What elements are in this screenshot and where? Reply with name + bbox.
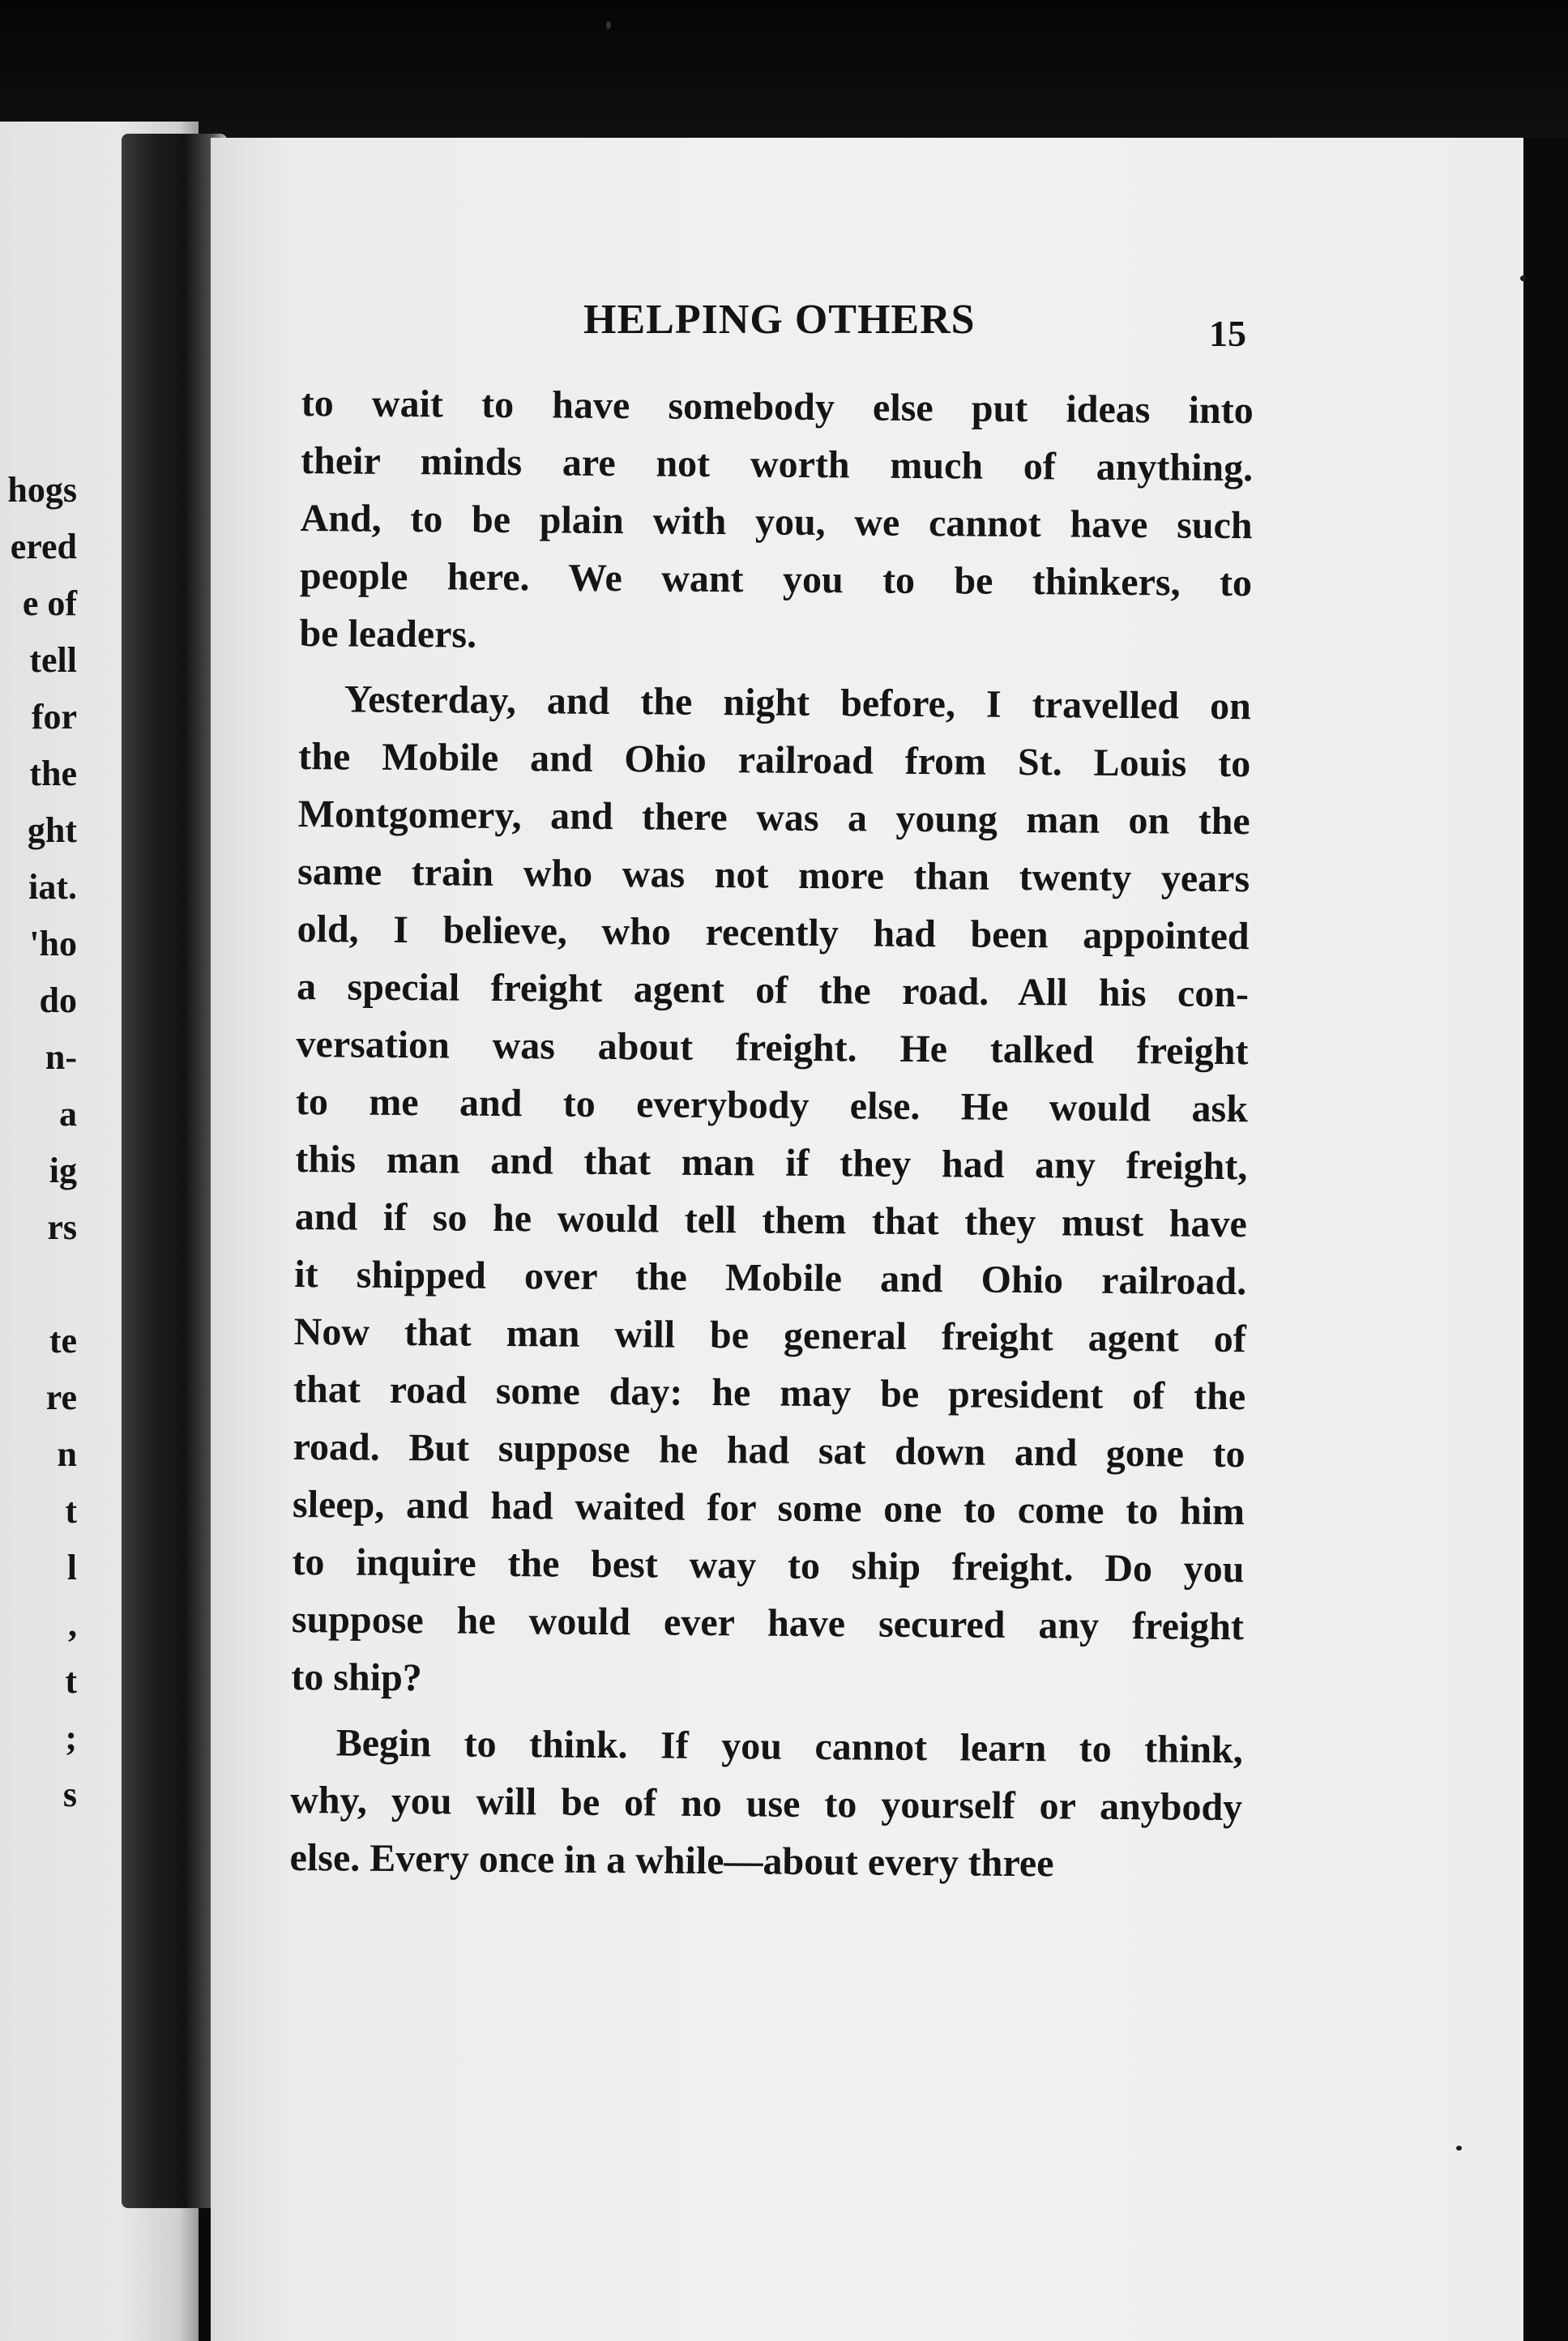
facing-page-fragment: t	[65, 1491, 77, 1531]
facing-page-fragment: n-	[45, 1037, 77, 1077]
facing-page-fragment: tell	[29, 640, 77, 680]
facing-page-fragment: ,	[68, 1604, 77, 1644]
facing-page-fragment: ght	[27, 810, 77, 850]
text-line: a special freight agent of the road. All his con-	[296, 964, 1250, 1016]
text-line: why, you will be of no use to yourself or anybody	[289, 1778, 1243, 1830]
text-line: sleep, and had waited for some one to come to him	[292, 1482, 1245, 1534]
facing-page-fragment: the	[29, 754, 77, 793]
text-line: Montgomery, and there was a young man on the	[297, 792, 1250, 844]
facing-page-fragment: hogs	[7, 470, 77, 510]
text-line: else. Every once in a while—about every three	[289, 1835, 1054, 1886]
dust-speck	[1520, 276, 1526, 281]
facing-page-fragment: te	[49, 1321, 77, 1361]
facing-page-fragment: ered	[10, 527, 77, 566]
text-line: Yesterday, and the night before, I travelled on	[344, 677, 1252, 728]
text-line: and if so he would tell them that they must have	[294, 1194, 1248, 1246]
facing-page-fragment: iat.	[28, 867, 77, 907]
facing-page-fragment: n	[57, 1434, 77, 1474]
facing-page-fragment	[0, 1256, 77, 1313]
dust-speck	[606, 21, 611, 29]
text-line: it shipped over the Mobile and Ohio railroad.	[294, 1252, 1247, 1304]
text-line: same train who was not more than twenty years	[297, 849, 1250, 901]
text-line: versation was about freight. He talked freight	[296, 1022, 1249, 1074]
text-line: this man and that man if they had any freight,	[295, 1137, 1248, 1189]
dust-speck	[1456, 2146, 1462, 2151]
facing-page-fragment: rs	[47, 1207, 77, 1247]
text-line: people here. We want you to be thinkers, to	[299, 553, 1253, 605]
facing-page-fragment: a	[59, 1094, 77, 1134]
paragraph	[289, 1714, 1243, 1894]
facing-page-fragment: for	[31, 697, 77, 737]
text-line: Now that man will be general freight agent of	[293, 1309, 1246, 1361]
text-line: that road some day: he may be president of the	[293, 1367, 1246, 1419]
paragraph	[291, 670, 1251, 1713]
paragraph	[299, 374, 1254, 669]
text-line: Begin to think. If you cannot learn to think,	[335, 1721, 1243, 1772]
facing-page-fragment: do	[39, 980, 77, 1020]
text-line: to me and to everybody else. He would ask	[295, 1079, 1249, 1131]
facing-page-fragment: ig	[49, 1151, 77, 1190]
facing-page-fragment: re	[45, 1378, 77, 1417]
text-line: suppose he would ever have secured any freight	[291, 1597, 1245, 1649]
text-line: the Mobile and Ohio railroad from St. Louis to	[298, 734, 1251, 786]
text-line: to ship?	[291, 1655, 422, 1700]
text-line: their minds are not worth much of anything.	[300, 438, 1254, 490]
facing-page-fragment: ;	[65, 1718, 77, 1758]
facing-page-text-fragments	[0, 462, 77, 1823]
text-line: And, to be plain with you, we cannot have such	[300, 496, 1253, 548]
text-line: to wait to have somebody else put ideas into	[301, 381, 1254, 433]
text-line: old, I believe, who recently had been appointed	[297, 907, 1250, 959]
text-line: road. But suppose he had sat down and gone to	[293, 1425, 1245, 1476]
text-line: be leaders.	[299, 611, 477, 656]
facing-page-fragment: e of	[22, 583, 77, 623]
text-line: to inquire the best way to ship freight. Do you	[292, 1540, 1245, 1591]
facing-page-fragment: 'ho	[29, 924, 77, 963]
page-number: 15	[1209, 313, 1246, 354]
running-head: HELPING OTHERS	[583, 297, 976, 343]
facing-page-fragment: t	[65, 1661, 77, 1701]
scan-background-top	[0, 0, 1568, 138]
body-text	[289, 374, 1254, 1894]
facing-page-fragment: s	[62, 1775, 77, 1814]
facing-page-fragment: l	[66, 1548, 77, 1587]
